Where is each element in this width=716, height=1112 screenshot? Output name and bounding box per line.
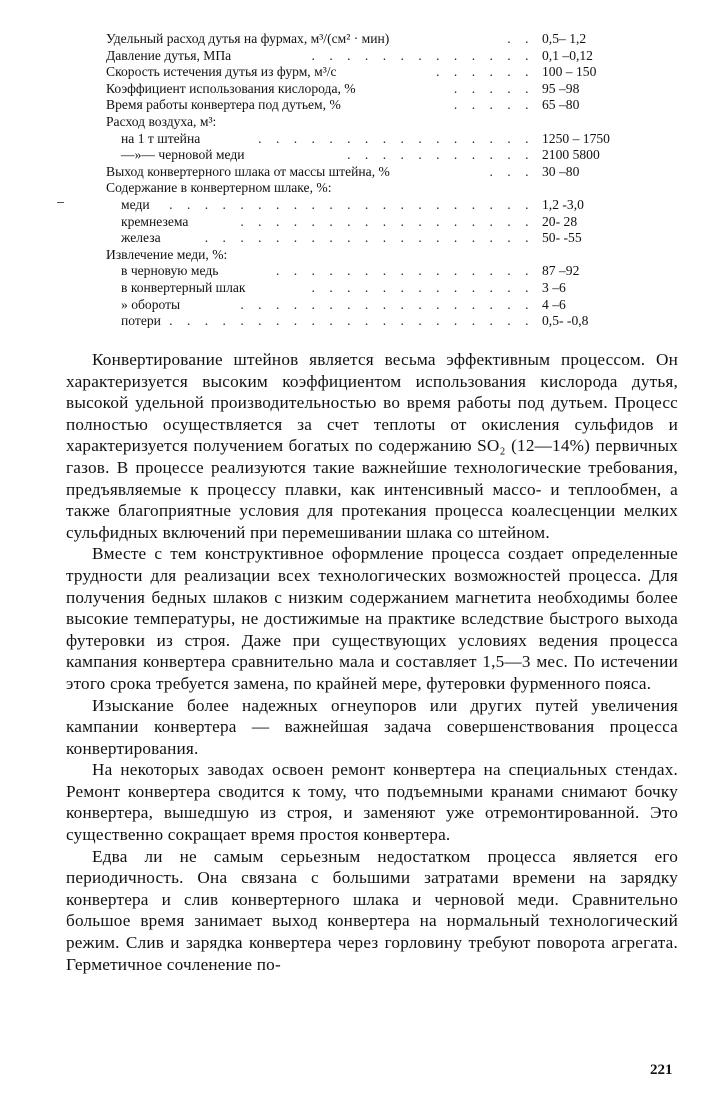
parameter-value: 0,5- -0,8 <box>542 313 589 329</box>
parameter-label: —»— черновой меди <box>121 147 245 163</box>
parameter-row <box>106 97 646 114</box>
paragraph: Едва ли не самым серьезным недостатком процесса является его периодичность. Она связана с большими затратами времени на зарядку конвертера и слив конвертерного шлака и черновой меди. Сравнительно большое время занимает выход конвертера на нормальный технологический режим. Слив и зарядка конвертера через горловину требуют поворота агрегата. Герметичное сочленение по- <box>66 846 678 974</box>
parameter-label: кремнезема <box>121 213 189 229</box>
leader-dots: . . . <box>489 163 534 179</box>
paragraph: Изыскание более надежных огнеупоров или других путей увеличения кампании конвертера — важнейшая задача совершенствования процесса конвертирования. <box>66 695 678 758</box>
parameter-row <box>106 164 646 181</box>
parameter-label: Расход воздуха, м³: <box>106 113 217 129</box>
parameter-value: 65 –80 <box>542 97 580 113</box>
parameter-row <box>106 131 646 148</box>
parameter-value: 87 –92 <box>542 263 580 279</box>
parameter-row <box>106 230 646 247</box>
parameter-value: 50- -55 <box>542 230 582 246</box>
parameter-label: Содержание в конвертерном шлаке, %: <box>106 180 332 196</box>
parameter-label: в черновую медь <box>121 263 219 279</box>
parameter-label: Извлечение меди, %: <box>106 246 228 262</box>
parameter-label: Коэффициент использования кислорода, % <box>106 80 356 96</box>
leader-dots: . . . . . . . . . . . . . . . . . . . . . <box>169 313 534 329</box>
parameter-row <box>106 197 646 214</box>
parameter-value: 1,2 -3,0 <box>542 196 584 212</box>
parameter-row <box>106 214 646 231</box>
parameter-label: в конвертерный шлак <box>121 279 246 295</box>
leader-dots: . . . . . . . . . . . . . . . . . <box>240 296 534 312</box>
parameter-row <box>106 81 646 98</box>
parameter-row <box>106 180 646 197</box>
page-number: 221 <box>650 1062 673 1078</box>
parameter-row <box>106 64 646 81</box>
parameter-value: 20- 28 <box>542 213 578 229</box>
leader-dots: . . . . . <box>453 80 534 96</box>
leader-dots: . . <box>507 31 534 46</box>
parameter-label: железа <box>121 230 161 246</box>
parameter-value: 100 – 150 <box>542 64 597 80</box>
leader-dots: . . . . . . . . . . . . . . . . . <box>240 213 534 229</box>
parameter-value: 3 –6 <box>542 279 566 295</box>
parameter-value: 0,5– 1,2 <box>542 31 587 46</box>
leader-dots: . . . . . . . . . . . . . . . . . . . <box>204 230 534 246</box>
body-text <box>66 349 678 975</box>
parameter-label: на 1 т штейна <box>121 130 201 146</box>
parameter-label: меди <box>121 196 150 212</box>
leader-dots: . . . . . . . . . . . <box>347 147 534 163</box>
paragraph: Конвертирование штейнов является весьма эффективным процессом. Он характеризуется высоким коэффициентом использования кислорода дутья, высокой удельной производительностью во время работы под дутьем. Процесс полностью осуществляется за счет теплоты от окисления сульфидов и характеризуется получением богатых по содержанию SO₂ (12—14%) первичных газов. В процессе реализуются такие важнейшие технологические требования, предъявляемые к процессу плавки, как интенсивный массо- и теплообмен, а также благоприятные условия для протекания процесса коалесценции мелких сульфидных включений при перемешивании шлака со штейном. <box>66 350 678 542</box>
parameter-row <box>106 247 646 264</box>
leader-dots: . . . . . . . . . . . . . . . <box>275 263 534 279</box>
leader-dots: . . . . . . <box>436 64 534 80</box>
parameter-label: Удельный расход дутья на фурмах, м³/(см² · мин) <box>106 31 390 46</box>
parameter-row <box>106 280 646 297</box>
parameter-row <box>106 48 646 65</box>
parameter-label: Давление дутья, МПа <box>106 47 232 63</box>
parameter-label: Скорость истечения дутья из фурм, м³/с <box>106 64 337 80</box>
parameter-label: потери <box>121 313 161 329</box>
parameter-row <box>106 147 646 164</box>
margin-mark <box>57 202 64 203</box>
paragraph: На некоторых заводах освоен ремонт конвертера на специальных стендах. Ремонт конвертера сводится к тому, что подъемными кранами снимают бочку конвертера, вышедшую из строя, и заменяют уже отремонтированной. Это существенно сокращает время простоя конвертера. <box>66 760 678 845</box>
leader-dots: . . . . . . . . . . . . . <box>311 47 534 63</box>
parameter-value: 1250 – 1750 <box>542 130 610 146</box>
parameter-value: 0,1 –0,12 <box>542 47 593 63</box>
leader-dots: . . . . . . . . . . . . . <box>311 279 534 295</box>
parameter-value: 2100 5800 <box>542 147 600 163</box>
parameter-row <box>106 313 646 330</box>
parameter-value: 4 –6 <box>542 296 566 312</box>
parameter-table <box>106 31 646 330</box>
parameter-label: Время работы конвертера под дутьем, % <box>106 97 341 113</box>
parameter-row <box>106 114 646 131</box>
parameter-label: » обороты <box>121 296 181 312</box>
parameter-row <box>106 263 646 280</box>
leader-dots: . . . . . . . . . . . . . . . . . . . . . <box>169 196 534 212</box>
leader-dots: . . . . . . . . . . . . . . . . <box>258 130 534 146</box>
parameter-label: Выход конвертерного шлака от массы штейна, % <box>106 163 390 179</box>
parameter-row <box>106 31 646 48</box>
parameter-row <box>106 297 646 314</box>
parameter-value: 95 –98 <box>542 80 580 96</box>
parameter-value: 30 –80 <box>542 163 580 179</box>
paragraph: Вместе с тем конструктивное оформление процесса создает определенные трудности для реализации всех технологических возможностей процесса. Для получения бедных шлаков с низким содержанием магнетита необходимы более высокие температуры, не достижимые на практике вследствие быстрого выхода футеровки из строя. Даже при существующих условиях ведения процесса кампания конвертера сравнительно мала и составляет 1,5—3 мес. По истечении этого срока требуется замена, по крайней мере, футеровки фурменного пояса. <box>66 544 678 693</box>
leader-dots: . . . . . <box>453 97 534 113</box>
